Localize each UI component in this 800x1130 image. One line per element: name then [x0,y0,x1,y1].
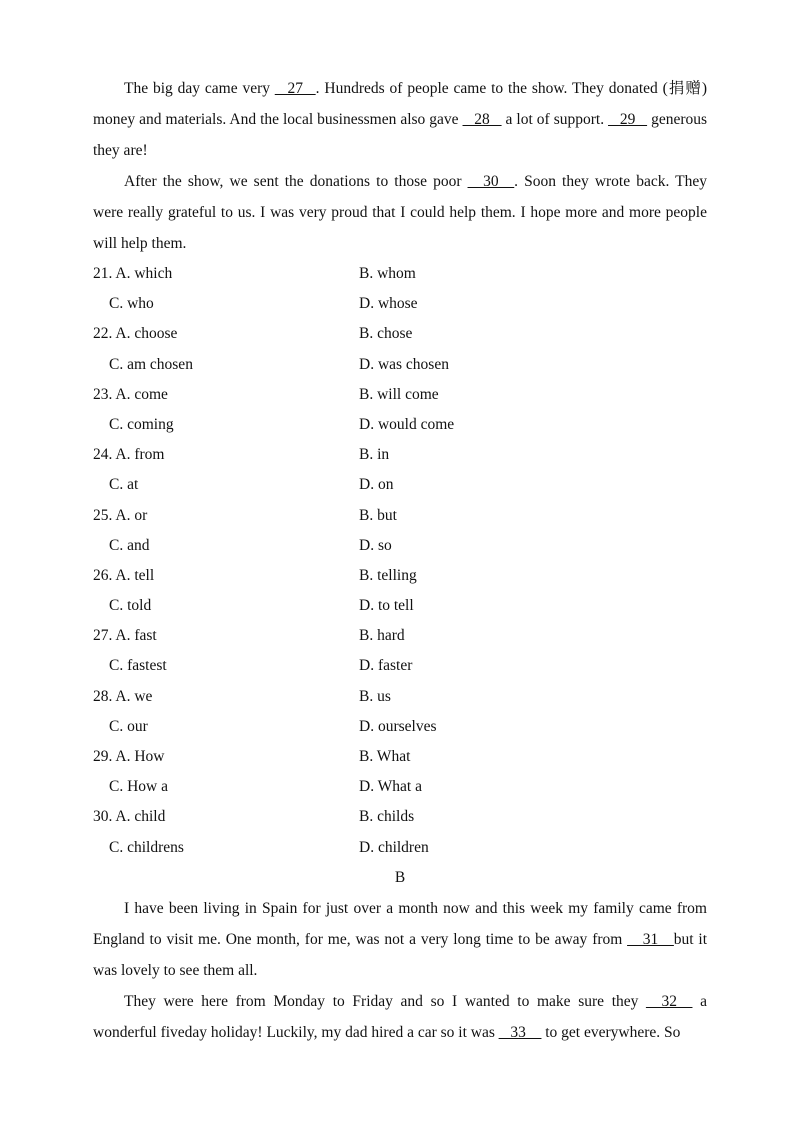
option-row [93,561,707,591]
question-item [93,440,707,500]
option-row [93,682,707,712]
text-run: The big day came very [124,80,275,97]
question-item [93,682,707,742]
option-a: 21. A. which [93,265,173,282]
option-a: 28. A. we [93,687,153,705]
option-row [93,833,707,863]
option-c: C. and [109,536,150,554]
blank-30: __30__ [467,173,515,190]
option-d: D. faster [359,657,413,675]
option-row [93,380,707,410]
option-a: 26. A. tell [93,566,155,584]
option-c: C. How a [109,778,168,796]
option-c: C. who [109,295,154,313]
question-item [93,802,707,862]
option-a: 27. A. fast [93,627,157,645]
passage-b-paragraph-1 [93,893,711,986]
option-row [93,289,707,319]
text-run: They were here from Monday to Friday and so I wanted to make sure they [124,992,647,1010]
option-row [93,591,707,621]
option-d: D. whose [359,295,418,313]
blank-33: _ 33__ [498,1023,542,1041]
question-item [93,561,707,621]
option-row [93,410,707,440]
option-d: D. was chosen [359,355,449,373]
option-d: D. on [359,476,394,494]
option-row [93,259,707,289]
option-b: B. whom [359,265,416,282]
option-b: B. but [359,506,397,524]
option-row [93,440,707,470]
option-a: 30. A. child [93,808,166,826]
option-row [93,712,707,742]
option-row [93,621,707,651]
option-row [93,501,707,531]
option-b: B. hard [359,627,405,645]
option-a: 23. A. come [93,385,168,403]
text-run: I have been living in Spain for just over a month now and this week my family came from England to visit me. One month, for me, was not a very long time to be away from [93,899,711,948]
question-item [93,621,707,681]
option-b: B. in [359,446,390,464]
option-row [93,802,707,832]
option-c: C. am chosen [109,355,193,373]
option-b: B. chose [359,325,413,343]
option-a: 29. A. How [93,748,165,765]
option-c: C. told [109,597,152,615]
question-item [93,501,707,561]
option-c: C. fastest [109,657,167,675]
text-run: to get everywhere. So [541,1023,681,1041]
option-a: 24. A. from [93,446,165,464]
question-item [93,742,707,802]
option-row [93,350,707,380]
passage-b-paragraph-2 [93,986,711,1048]
blank-28: _ 28_ [462,111,502,128]
option-d: D. What a [359,778,422,796]
question-list [93,259,707,863]
option-c: C. coming [109,415,174,433]
option-row [93,651,707,681]
passage-a-paragraph-1 [93,73,711,166]
blank-31: __31__ [627,930,674,948]
option-row [93,772,707,802]
text-run: a wonderful fiveday holiday! Luckily, my dad hired a car so it was [93,992,711,1041]
option-b: B. will come [359,385,439,403]
section-heading: B [394,868,406,886]
text-run: . Soon they wrote back. They were really grateful to us. I was very proud that I could help them. I hope more and more people will help them. [93,173,711,252]
text-run: but it was lovely to see them all. [93,930,711,979]
option-d: D. children [359,838,429,856]
option-row [93,531,707,561]
option-row [93,742,707,772]
option-a: 22. A. choose [93,325,178,343]
question-item [93,380,707,440]
option-d: D. so [359,536,392,554]
blank-32: __32_ [646,992,693,1010]
option-c: C. our [109,717,148,735]
blank-29: _ 29_ [608,111,648,128]
option-row [93,319,707,349]
passage-a-paragraph-2 [93,166,711,259]
question-item [93,259,707,319]
option-d: D. would come [359,415,455,433]
text-run: . Hundreds of people came to the show. They donated (捐赠) money and materials. And the local businessmen also gave [93,80,711,128]
option-b: B. us [359,687,391,705]
option-b: B. What [359,748,411,765]
blank-27: _ 27_ [274,80,316,97]
option-row [93,470,707,500]
option-b: B. childs [359,808,415,826]
option-a: 25. A. or [93,506,148,524]
option-c: C. childrens [109,838,184,856]
option-b: B. telling [359,566,417,584]
text-run: a lot of support. [501,111,609,128]
question-item [93,319,707,379]
option-d: D. ourselves [359,717,437,735]
option-c: C. at [109,476,139,494]
text-run: After the show, we sent the donations to those poor [124,173,468,190]
option-d: D. to tell [359,597,414,615]
text-run: generous they are! [93,111,711,159]
